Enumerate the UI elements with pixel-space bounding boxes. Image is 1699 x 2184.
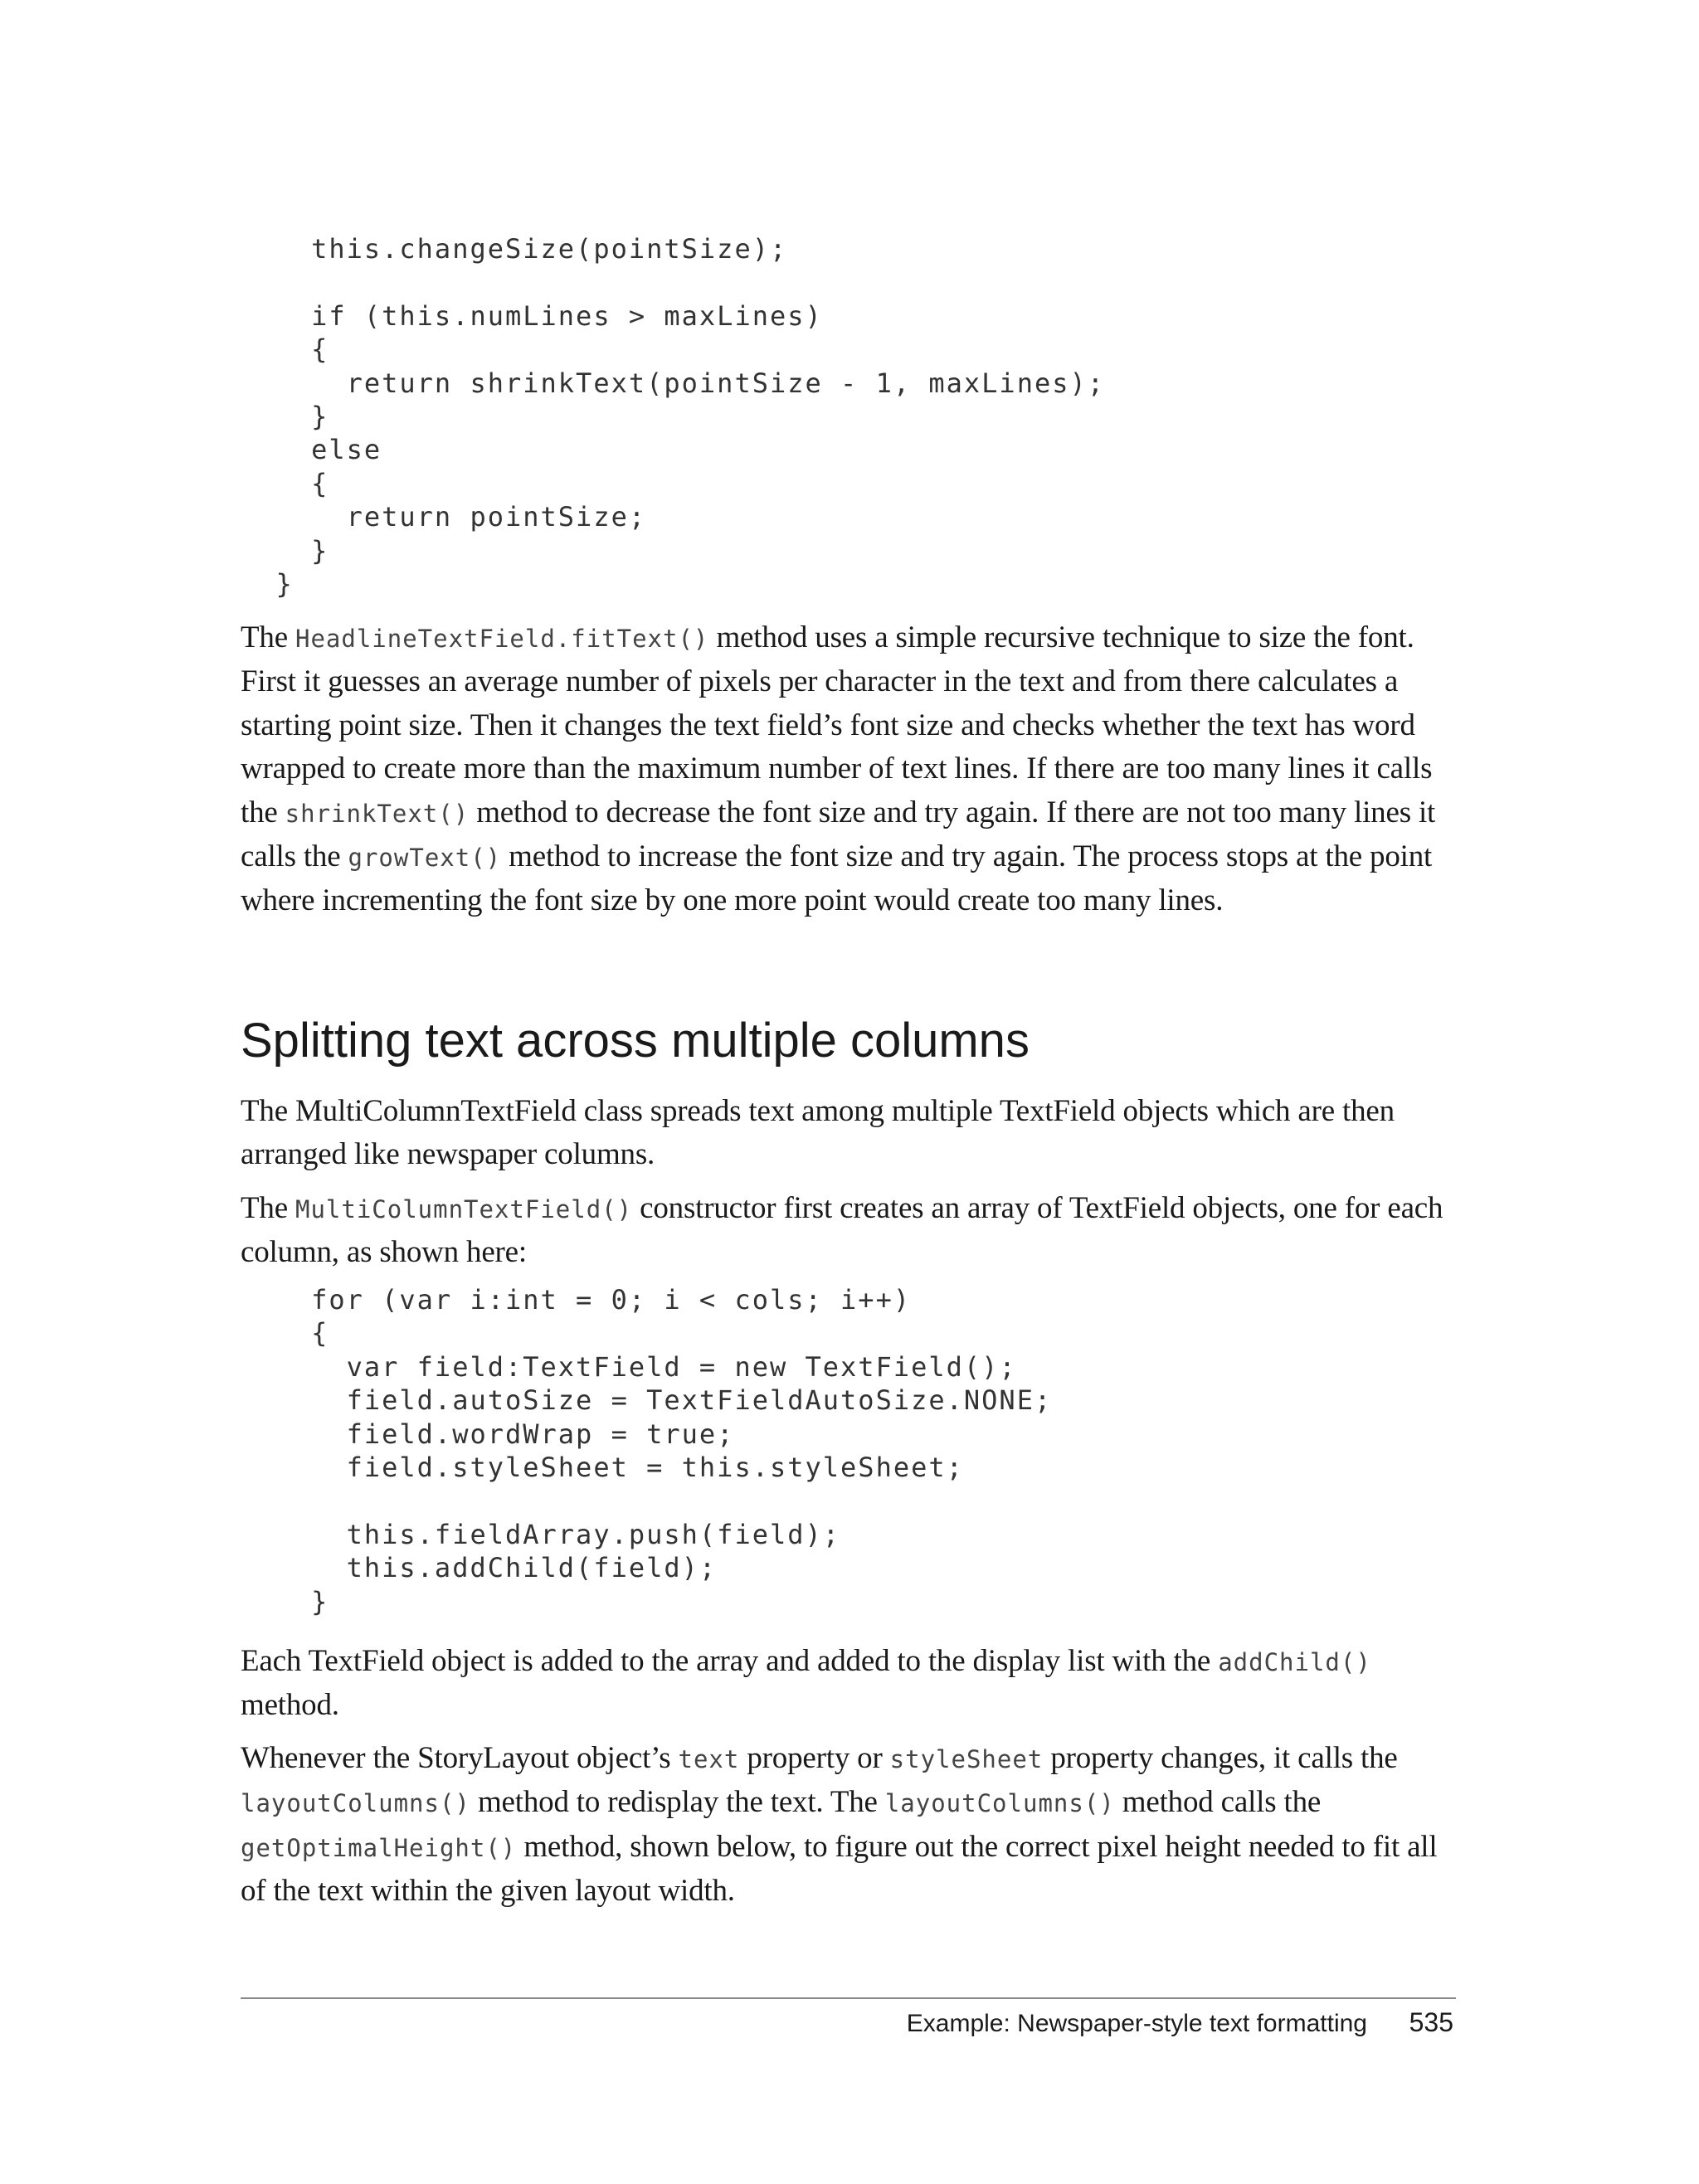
text-run: method to redisplay the text. The xyxy=(470,1785,885,1820)
text-run: method. xyxy=(241,1688,339,1723)
code-line: else xyxy=(241,434,382,466)
paragraph-fittext-explanation xyxy=(241,616,1456,923)
page-number: 535 xyxy=(1409,2007,1453,2037)
inline-code: growText() xyxy=(348,844,502,873)
text-run: The xyxy=(241,1191,295,1225)
inline-code: styleSheet xyxy=(889,1745,1044,1773)
footer-divider xyxy=(241,1997,1456,1999)
text-run: method to increase the font size and try again. The process stops at the point where incrementing the font size by one more point would create too many lines. xyxy=(241,839,1433,918)
text-run: The xyxy=(241,620,295,654)
code-line: } xyxy=(241,534,329,567)
code-line: this.fieldArray.push(field); xyxy=(241,1518,841,1550)
inline-code: layoutColumns() xyxy=(241,1789,470,1818)
code-line: if (this.numLines > maxLines) xyxy=(241,299,823,332)
inline-code: shrinkText() xyxy=(285,799,470,828)
code-block-recursion-tail xyxy=(241,232,1105,601)
code-line: return pointSize; xyxy=(241,501,647,533)
code-line: field.wordWrap = true; xyxy=(241,1418,735,1450)
text-run: Each TextField object is added to the array and added to the display list with the xyxy=(241,1644,1219,1678)
code-line: } xyxy=(241,568,294,601)
code-line: field.autoSize = TextFieldAutoSize.NONE; xyxy=(241,1384,1053,1417)
section-heading: Splitting text across multiple columns xyxy=(241,1014,1030,1068)
text-run: method to decrease the font size and try again. If there are not too many lines it calls the xyxy=(241,795,1436,874)
paragraph-addchild xyxy=(241,1640,1456,1728)
text-run: property changes, it calls the xyxy=(1043,1741,1398,1775)
code-line: field.styleSheet = this.styleSheet; xyxy=(241,1452,964,1484)
code-line: for (var i:int = 0; i < cols; i++) xyxy=(241,1284,912,1316)
text-run: constructor first creates an array of TextField objects, one for each column, as shown here: xyxy=(241,1191,1443,1270)
code-line: { xyxy=(241,1317,329,1350)
code-line: var field:TextField = new TextField(); xyxy=(241,1350,1017,1383)
footer-section-title: Example: Newspaper-style text formatting xyxy=(906,2010,1367,2037)
code-block-constructor-loop xyxy=(241,1283,1052,1618)
text-run: method, shown below, to figure out the correct pixel height needed to fit all of the text within the given layout width. xyxy=(241,1829,1438,1909)
text-run: property or xyxy=(739,1741,890,1775)
paragraph-multicolumn-intro: The MultiColumnTextField class spreads text among multiple TextField objects which are then arranged like newspaper columns. xyxy=(241,1094,1395,1172)
paragraph-constructor xyxy=(241,1187,1456,1275)
code-line: { xyxy=(241,333,329,366)
text-run: method uses a simple recursive technique to size the font. First it guesses an average number of pixels per character in the text and from there calculates a starting point size. Then it changes the text field’s font size and checks whether the text has word wrapped to create more than the maximum number of text lines. If there are too many lines it calls the xyxy=(241,620,1433,829)
inline-code: text xyxy=(678,1745,740,1773)
inline-code: MultiColumnTextField() xyxy=(295,1195,633,1223)
code-line: } xyxy=(241,1585,329,1617)
paragraph-layoutcolumns xyxy=(241,1737,1456,1914)
code-line: this.changeSize(pointSize); xyxy=(241,233,788,265)
code-line: return shrinkText(pointSize - 1, maxLines); xyxy=(241,367,1106,399)
inline-code: addChild() xyxy=(1218,1648,1371,1676)
code-line: } xyxy=(241,401,329,433)
inline-code: layoutColumns() xyxy=(884,1789,1115,1818)
text-run: Whenever the StoryLayout object’s xyxy=(241,1741,679,1775)
code-line: { xyxy=(241,467,329,499)
code-line: this.addChild(field); xyxy=(241,1552,718,1584)
inline-code: HeadlineTextField.fitText() xyxy=(295,625,709,653)
inline-code: getOptimalHeight() xyxy=(241,1833,517,1862)
text-run: method calls the xyxy=(1114,1785,1322,1820)
